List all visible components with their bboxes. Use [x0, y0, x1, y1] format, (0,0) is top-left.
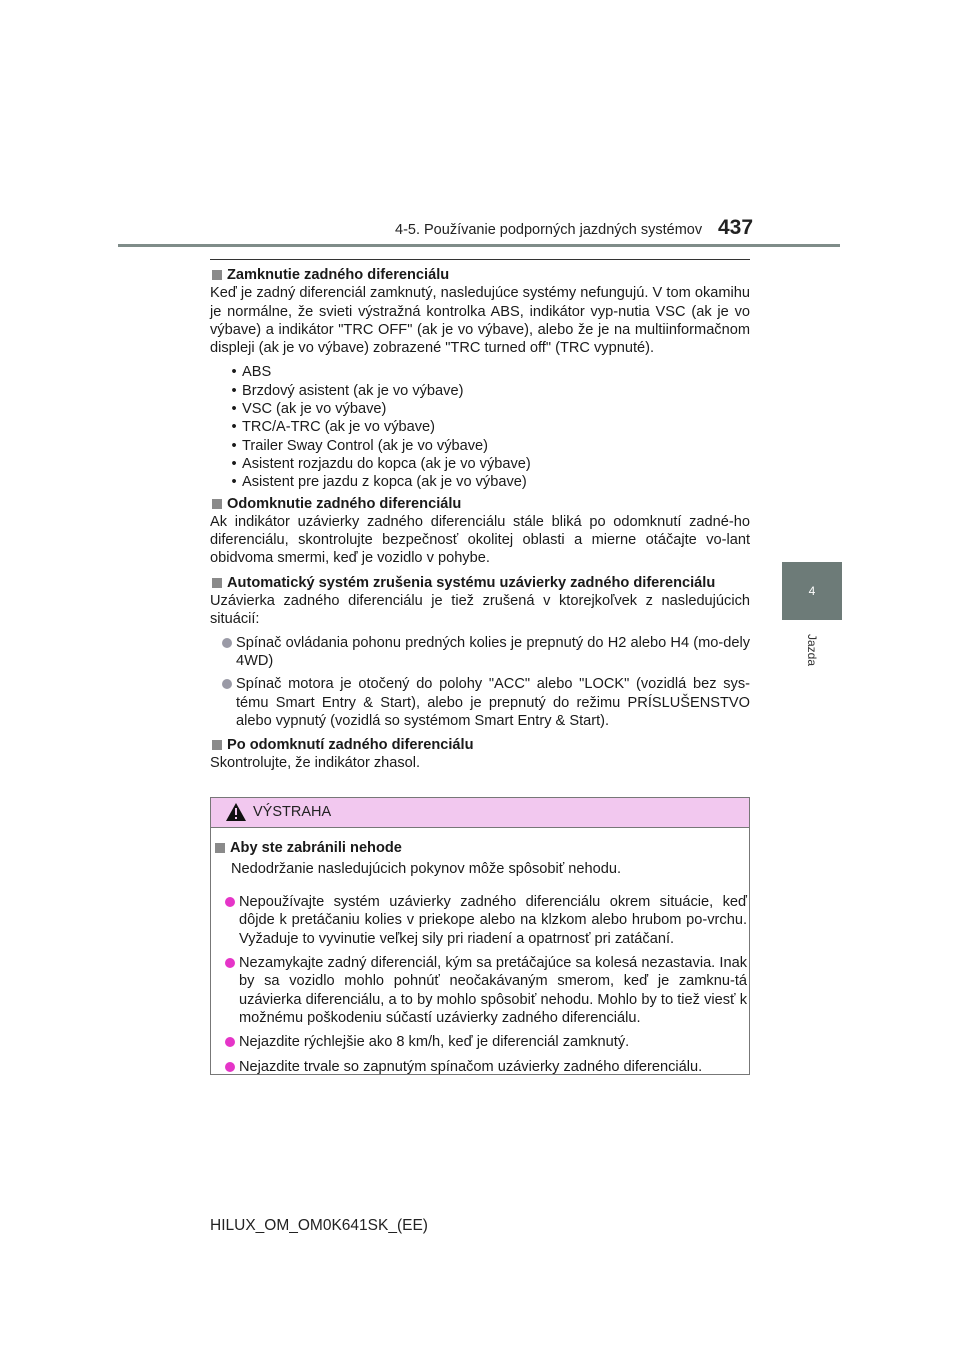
square-bullet-icon: [212, 499, 222, 509]
list-item-text: Nejazdite trvale so zapnutým spínačom uzávierky zadného diferenciálu.: [239, 1058, 703, 1075]
circle-bullet-icon: [222, 638, 232, 648]
list-item-text: Nejazdite rýchlejšie ako 8 km/h, keď je diferenciál zamknutý.: [239, 1034, 630, 1051]
list-item: [228, 363, 750, 381]
main-content: [210, 263, 750, 773]
warning-intro: Nedodržanie nasledujúcich pokynov môže spôsobiť nehodu.: [231, 861, 622, 878]
list-item-text: Spínač motora je otočený do polohy "ACC" alebo "LOCK" (vozidlá bez sys-tému Smart Entry & Start), alebo je prepnutý do režimu PRÍSLUŠENSTVO alebo vypnutý (vozidlá so systémom Smart Entry & Start).: [236, 676, 750, 729]
circle-bullet-icon: [225, 958, 235, 968]
list-item: [228, 382, 750, 400]
disabled-systems-list: [228, 363, 750, 491]
list-item-text: Brzdový asistent (ak je vo výbave): [242, 382, 464, 399]
section-body: Keď je zadný diferenciál zamknutý, nasledujúce systémy nefungujú. V tom okamihu je normálne, že svieti výstražná kontrolka ABS, indikátor vyp-nutia VSC (ak je vo výbave) a indikátor "TRC OFF" (ak je vo výbave), alebo že je na multiinformačnom displeji (ak je vo výbave) zobrazené "TRC turned off" (TRC vypnuté).: [210, 285, 750, 357]
section-heading: [210, 266, 750, 284]
bullet-dot-icon: •: [231, 455, 237, 472]
warning-body: [211, 828, 749, 1076]
list-item: [228, 455, 750, 473]
list-item: [225, 954, 747, 1027]
warning-box: [210, 797, 750, 1075]
warning-header: [211, 798, 749, 828]
list-item-text: TRC/A-TRC (ak je vo výbave): [242, 419, 435, 436]
heading-text: Po odomknutí zadného diferenciálu: [227, 737, 474, 754]
list-item-text: Nepoužívajte systém uzávierky zadného diferenciálu okrem situácie, keď dôjde k pretáčaniu kolies v priekope alebo na klzkom alebo hrubom po-vrchu. Vyžaduje to vyvinutie veľkej sily pri riadení a opatrnosť pri zatáčaní.: [239, 894, 747, 947]
warning-triangle-icon: [226, 803, 246, 821]
list-item: [228, 437, 750, 455]
list-item: [225, 1058, 747, 1076]
list-item-text: ABS: [242, 364, 272, 381]
list-item-text: Asistent pre jazdu z kopca (ak je vo výbave): [242, 474, 527, 491]
content-top-rule: [210, 259, 750, 260]
heading-text: Zamknutie zadného diferenciálu: [227, 267, 450, 283]
circle-bullet-icon: [225, 1062, 235, 1072]
bullet-dot-icon: •: [231, 474, 237, 491]
list-item: [225, 1033, 747, 1051]
bullet-dot-icon: •: [231, 364, 237, 381]
warning-title: VÝSTRAHA: [253, 804, 332, 820]
header-rule: [118, 244, 840, 247]
list-item-text: VSC (ak je vo výbave): [242, 401, 387, 418]
warning-heading: [213, 839, 747, 857]
bullet-dot-icon: •: [231, 437, 237, 454]
list-item: [222, 634, 750, 671]
list-item-text: Asistent rozjazdu do kopca (ak je vo výbave): [242, 455, 531, 472]
bullet-dot-icon: •: [231, 382, 237, 399]
list-item-text: Spínač ovládania pohonu predných kolies je prepnutý do H2 alebo H4 (mo-dely 4WD): [236, 634, 750, 669]
list-item: [222, 675, 750, 730]
list-item-text: Nezamykajte zadný diferenciál, kým sa pretáčajúce sa kolesá nezastavia. Inak by sa vozidlo mohlo pohnúť neočakávaným smerom, keď je zamknu-tá uzávierka diferenciálu, a to by mohlo spôsobiť nehodu. Mohlo by to tiež viesť k možnému poškodeniu súčastí uzávierky zadného diferenciálu.: [239, 955, 747, 1026]
heading-text: Odomknutie zadného diferenciálu: [227, 495, 462, 512]
list-item: [225, 893, 747, 948]
section-heading: [210, 736, 750, 754]
list-item: [228, 400, 750, 418]
list-item: [228, 418, 750, 436]
circle-bullet-icon: [222, 679, 232, 689]
chapter-label: Jazda: [805, 633, 819, 667]
heading-text: Automatický systém zrušenia systému uzávierky zadného diferenciálu: [227, 574, 716, 591]
section-body: Skontrolujte, že indikátor zhasol.: [210, 755, 421, 772]
circle-bullet-icon: [225, 1037, 235, 1047]
square-bullet-icon: [215, 843, 225, 853]
document-code: HILUX_OM_OM0K641SK_(EE): [210, 1217, 428, 1234]
page-number: 437: [718, 216, 754, 239]
section-heading: [210, 574, 750, 592]
section-body: Ak indikátor uzávierky zadného diferenciálu stále bliká po odomknutí zadné-ho diferenciálu, skontrolujte bezpečnosť okolitej oblasti a mierne otáčajte vo-lant obidvoma smermi, keď je vozidlo v pohybe.: [210, 513, 750, 567]
bullet-dot-icon: •: [231, 401, 237, 418]
bullet-dot-icon: •: [231, 419, 237, 436]
list-item: [228, 473, 750, 491]
list-item-text: Trailer Sway Control (ak je vo výbave): [242, 437, 489, 454]
square-bullet-icon: [212, 740, 222, 750]
square-bullet-icon: [212, 270, 222, 280]
square-bullet-icon: [212, 578, 222, 588]
circle-bullet-icon: [225, 897, 235, 907]
section-heading: [210, 495, 750, 513]
chapter-tab: 4: [782, 562, 842, 620]
heading-text: Aby ste zabránili nehode: [230, 840, 402, 856]
section-title: 4-5. Používanie podporných jazdných systémov: [395, 222, 703, 238]
section-body: Uzávierka zadného diferenciálu je tiež zrušená v ktorejkoľvek z nasledujúcich situácií:: [210, 593, 750, 628]
